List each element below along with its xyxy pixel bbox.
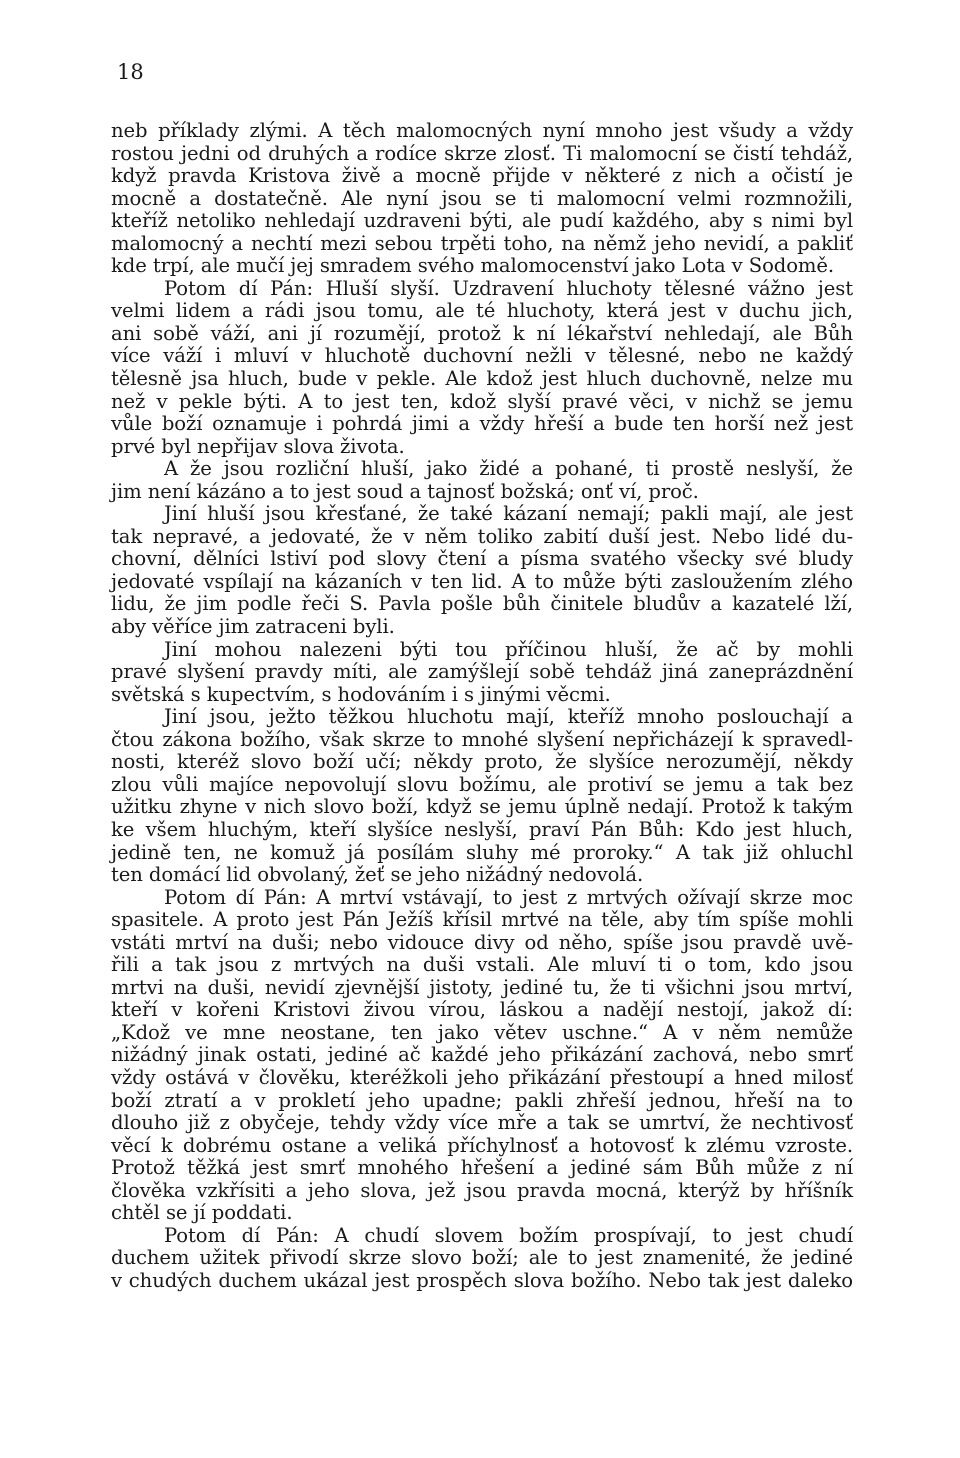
text-line: když pravda Kristova živě a mocně přijde v některé z nich a očistí je	[111, 164, 853, 188]
text-line: vždy ostává v člověku, kteréžkoli jeho přikázání přestoupí a hned milosť	[111, 1065, 853, 1089]
text-line: nosti, kteréž slovo boží učí; někdy proto, že slyšíce nerozumějí, někdy	[111, 750, 853, 774]
text-line: „Kdož ve mne neostane, ten jako větev uschne.“ A v něm nemůže	[111, 1020, 853, 1044]
text-line: tak nepravé, a jedovaté, že v něm toliko zabití duší jest. Nebo lidé du-	[111, 524, 853, 548]
page-number: 18	[117, 60, 144, 84]
text-line: světská s kupectvím, s hodováním i s jinými věcmi.	[111, 682, 611, 706]
text-line: ani sobě váží, ani jí rozumějí, protož k ní lékařství nehledají, ale Bůh	[111, 321, 853, 345]
text-line: vstáti mrtví na duši; nebo vidouce divy od něho, spíše jsou pravdě uvě-	[111, 930, 853, 954]
text-line: malomocný a nechtí mezi sebou trpěti toho, na němž jeho nevidí, a pakliť	[111, 231, 853, 255]
text-line: boží ztratí a v prokletí jeho upadne; pakli zhřeší jednou, hřeší na to	[111, 1088, 853, 1112]
text-line: Protož těžká jest smrť mnohého hřešení a jediné sám Bůh může z ní	[111, 1156, 853, 1180]
text-line: prvé byl nepřijav slova života.	[111, 434, 405, 458]
text-line: Jiní hluší jsou křesťané, že také kázaní nemají; pakli mají, ale jest	[164, 502, 853, 526]
text-line: chtěl se jí poddati.	[111, 1201, 293, 1225]
text-line: spasitele. A proto jest Pán Ježíš křísil mrtvé na těle, aby tím spíše mohli	[111, 908, 853, 932]
text-line: řili a tak jsou z mrtvých na duši vstali. Ale mluví ti o tom, kdo jsou	[111, 953, 853, 977]
text-line: užitku zhyne v nich slovo boží, když se jemu úplně nedají. Protož k takým	[111, 795, 853, 819]
text-line: zlou vůli majíce nepovolují slovu božímu, ale protiví se jemu a tak bez	[111, 772, 853, 796]
text-line: vůle boží oznamuje i pohrdá jimi a vždy hřeší a bude ten horší než jest	[111, 412, 853, 436]
text-line: Jiní jsou, ježto těžkou hluchotu mají, kteříž mnoho poslouchají a	[164, 705, 853, 729]
text-line: Jiní mohou nalezeni býti tou příčinou hluší, že ač by mohli	[164, 637, 853, 661]
text-line: duchem užitek přivodí skrze slovo boží; ale to jest znamenité, že jediné	[111, 1246, 853, 1270]
text-line: věcí k dobrému ostane a veliká příchylnosť a hotovosť k zlému vzroste.	[111, 1133, 853, 1157]
text-line: Potom dí Pán: A chudí slovem božím prospívají, to jest chudí	[164, 1223, 853, 1247]
text-line: jim není kázáno a to jest soud a tajnosť božská; onť ví, proč.	[111, 479, 699, 503]
text-line: velmi lidem a rádi jsou tomu, ale té hluchoty, která jest v duchu jich,	[111, 299, 853, 323]
text-line: více váží i mluví v hluchotě duchovní nežli v tělesné, nebo ne každý	[111, 344, 853, 368]
text-line: nižádný jinak ostati, jediné ač každé jeho přikázání zachová, nebo smrť	[111, 1043, 853, 1067]
text-line: A že jsou rozliční hluší, jako židé a pohané, ti prostě neslyší, že	[164, 457, 853, 481]
text-line: člověka vzkřísiti a jeho slova, jež jsou pravda mocná, kterýž by hříšník	[111, 1178, 853, 1202]
text-line: Potom dí Pán: A mrtví vstávají, to jest z mrtvých ožívají skrze moc	[164, 885, 853, 909]
text-line: kde trpí, ale mučí jej smradem svého malomocenství jako Lota v Sodomě.	[111, 254, 835, 278]
text-line: tělesně jsa hluch, bude v pekle. Ale kdož jest hluch duchovně, nelze mu	[111, 367, 853, 391]
text-line: rostou jedni od druhých a rodíce skrze zlosť. Ti malomocní se čistí tehdáž,	[111, 141, 853, 165]
text-line: pravé slyšení pravdy míti, ale zamýšlejí sobě tehdáž jiná zaneprázdnění	[111, 660, 853, 684]
text-line: aby věříce jim zatraceni byli.	[111, 615, 395, 639]
text-line: ten domácí lid obvolaný, žeť se jeho nižádný nedovolá.	[111, 863, 644, 887]
text-line: mrtvi na duši, nevidí zjevnější jistoty, jediné tu, že ti všichni jsou mrtví,	[111, 975, 853, 999]
text-line: neb příklady zlými. A těch malomocných nyní mnoho jest všudy a vždy	[111, 119, 853, 142]
text-line: kteří v kořeni Kristovi živou vírou, láskou a nadějí nestojí, jakož dí:	[111, 998, 853, 1022]
text-line: mocně a dostatečně. Ale nyní jsou se ti malomocní velmi rozmnožili,	[111, 186, 853, 210]
text-line: Potom dí Pán: Hluší slyší. Uzdravení hluchoty tělesné vážno jest	[164, 276, 853, 300]
text-line: čtou zákona božího, však skrze to mnohé slyšení nepřicházejí k spravedl-	[111, 727, 853, 751]
text-line: dlouho již z obyčeje, tehdy vždy více mře a tak se umrtví, že nechtivosť	[111, 1111, 853, 1135]
text-line: než v pekle býti. A to jest ten, kdož slyší pravé věci, v nichž se jemu	[111, 389, 853, 413]
text-line: ke všem hluchým, kteří slyšíce neslyší, praví Pán Bůh: Kdo jest hluch,	[111, 817, 853, 841]
body-text	[111, 120, 853, 1292]
text-line: jedovaté vspílají na kázaních v ten lid. A to může býti zasloužením zlého	[111, 569, 853, 593]
text-line: jedině ten, ne komuž já posílám sluhy mé proroky.“ A tak již ohluchl	[111, 840, 853, 864]
text-line: chovní, dělníci lstiví pod slovy čtení a písma svatého všecky své bludy	[111, 547, 853, 571]
text-line: kteříž netoliko nehledají uzdraveni býti, ale pudí každého, aby s nimi byl	[111, 209, 853, 233]
text-line: v chudých duchem ukázal jest prospěch slova božího. Nebo tak jest daleko	[111, 1268, 853, 1292]
text-line: lidu, že jim podle řeči S. Pavla pošle bůh činitele bludův a kazatelé lží,	[111, 592, 853, 616]
